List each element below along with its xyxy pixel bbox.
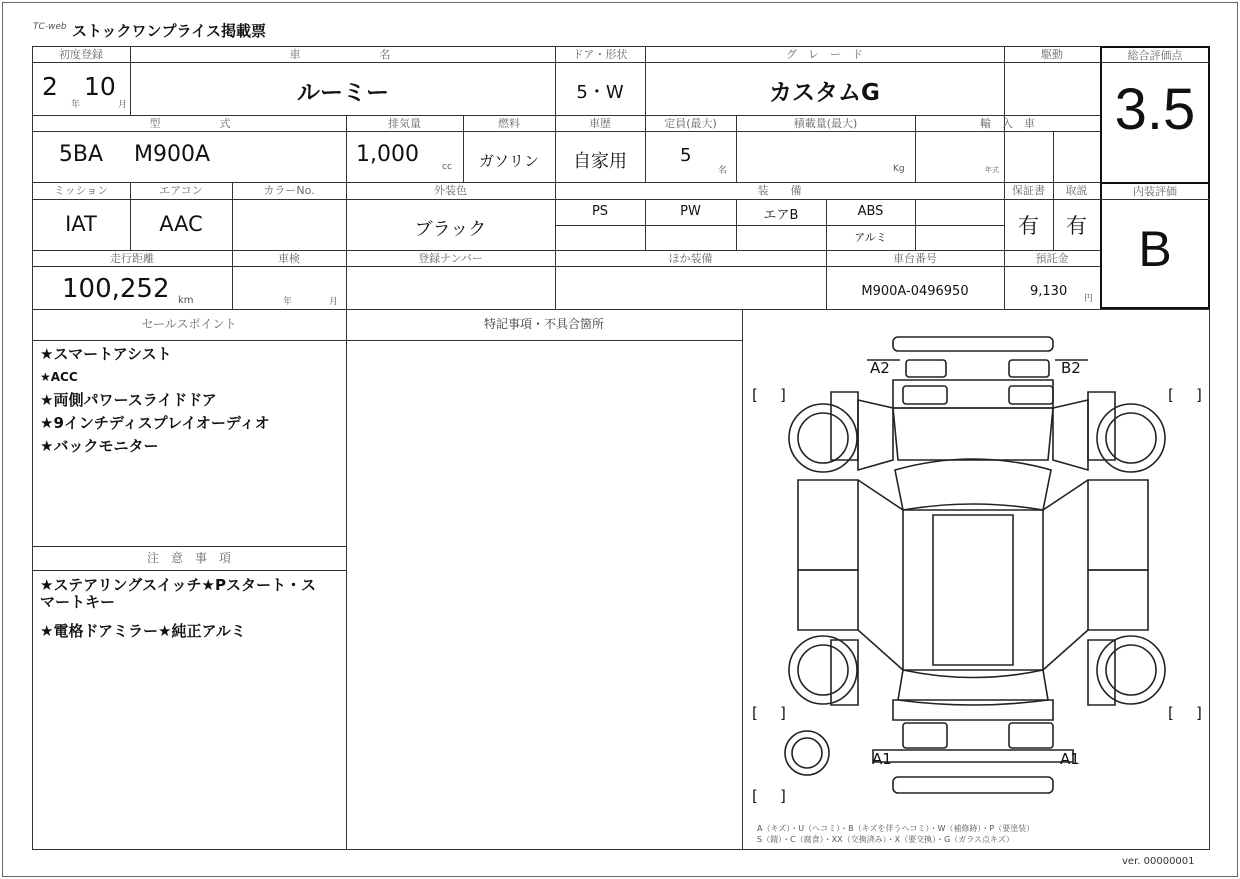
usage-value: 自家用 [573,151,627,172]
grade-value: カスタムG [769,80,880,106]
month-unit: 月 [118,100,128,110]
equipment-airbag: エアB [763,208,799,223]
manual-label: 取説 [1065,184,1088,197]
exterior-label: 外装色 [434,184,467,197]
first-reg-year: 2 [42,72,58,101]
interior-score-value: B [1138,221,1172,277]
inspection-year: 年 [283,297,293,307]
caution-list [40,577,320,640]
bracket-close: ] [780,787,786,805]
version-text: ver. 00000001 [1122,856,1195,867]
warranty-value: 有 [1018,214,1039,238]
bracket-close: ] [780,704,786,722]
sales-item: ★9インチディスプレイオーディオ [40,414,270,432]
equipment-pw: PW [680,204,701,219]
caution-label: 注 意 事 項 [146,551,231,565]
exterior-value: ブラック [414,219,487,240]
load-label: 積載量(最大) [793,117,858,130]
bracket-close: ] [1196,386,1202,404]
aircon-value: AAC [159,212,203,236]
notes-label: 特記事項・不具合箇所 [483,317,604,331]
model-prefix: 5BA [58,142,104,167]
grade-label: グ レ ー ド [786,48,863,61]
car-name-label-1: 車 [289,48,301,61]
label-a2: A2 [870,359,890,377]
bracket-open: [ [1168,386,1174,404]
label-b2: B2 [1061,359,1081,377]
equipment-label: 装 備 [757,184,802,197]
drive-label: 駆動 [1041,48,1063,61]
damage-legend-line-2: S（錆）・C（腐食）・XX（交換済み）・X（要交換）・G（ガラス点キズ） [757,835,1014,844]
other-equipment-label: ほか装備 [668,252,713,265]
mileage-unit: km [178,295,194,306]
import-label: 輸 入 車 [980,117,1035,130]
sales-item: ★バックモニター [40,437,159,455]
sales-list [40,343,340,458]
logo-mark: TC-web [33,22,67,32]
bracket-open: [ [752,787,758,805]
mileage-value: 100,252 [62,274,170,304]
load-unit: Kg [893,164,905,174]
interior-score-label: 内装評価 [1133,185,1177,198]
model-value: M900A [134,142,211,167]
mission-value: IAT [65,212,97,236]
total-score-label: 総合評価点 [1127,49,1183,62]
label-a1-right: A1 [1060,750,1080,768]
displacement-unit: cc [442,162,452,172]
plate-label: 登録ナンバー [418,252,483,265]
aircon-label: エアコン [159,184,203,197]
deposit-value: 9,130 [1030,284,1068,299]
warranty-label: 保証書 [1012,184,1045,197]
capacity-value: 5 [680,145,692,166]
label-a1-left: A1 [872,750,892,768]
vehicle-damage-diagram [743,310,1209,850]
car-name-label-2: 名 [379,48,391,61]
door-label: ドア・形状 [572,48,628,61]
mission-label: ミッション [53,184,109,197]
bracket-open: [ [752,386,758,404]
equipment-alloy: アルミ [854,231,887,244]
fuel-value: ガソリン [478,152,539,170]
damage-legend-line-1: A（キズ）・U（ヘコミ）・B（キズを伴うヘコミ）・W（補修跡）・P（要塗装） [757,824,1035,833]
displacement-value: 1,000 [356,142,419,167]
sales-item: ★両側パワースライドドア [40,391,217,409]
mileage-label: 走行距離 [110,252,154,265]
bracket-open: [ [752,704,758,722]
inspection-month: 月 [329,297,339,307]
sheet-title: ストックワンプライス掲載票 [72,22,266,40]
inspection-label: 車検 [278,252,300,265]
deposit-label: 預託金 [1035,252,1069,265]
sales-item: ★ACC [40,370,78,384]
model-label-2: 式 [219,117,231,130]
color-no-label: カラーNo. [263,184,315,197]
year-unit: 年 [71,100,81,110]
sales-item: ★スマートアシスト [40,345,172,363]
deposit-unit: 円 [1084,294,1094,304]
first-reg-month: 10 [84,72,116,101]
equipment-abs: ABS [857,204,884,219]
capacity-unit: 名 [718,166,728,176]
sales-label: セールスポイント [141,317,237,331]
car-name: ルーミー [297,80,389,106]
first-reg-label: 初度登録 [59,48,103,61]
displacement-label: 排気量 [388,117,421,130]
equipment-ps: PS [591,204,609,219]
door-value: 5・W [576,82,624,103]
fuel-label: 燃料 [498,117,520,130]
total-score-value: 3.5 [1114,77,1196,142]
capacity-label: 定員(最大) [664,117,717,130]
import-year-label: 年式 [985,166,999,174]
caution-item: ★電格ドアミラー★純正アルミ [40,622,246,640]
manual-value: 有 [1066,214,1087,238]
chassis-value: M900A-0496950 [861,284,969,299]
usage-label: 車歴 [589,117,611,130]
model-label-1: 型 [149,117,161,130]
bracket-close: ] [780,386,786,404]
chassis-label: 車台番号 [893,252,937,265]
bracket-close: ] [1196,704,1202,722]
bracket-open: [ [1168,704,1174,722]
caution-item: ★ステアリングスイッチ★Pスタート・スマートキー [40,576,316,611]
